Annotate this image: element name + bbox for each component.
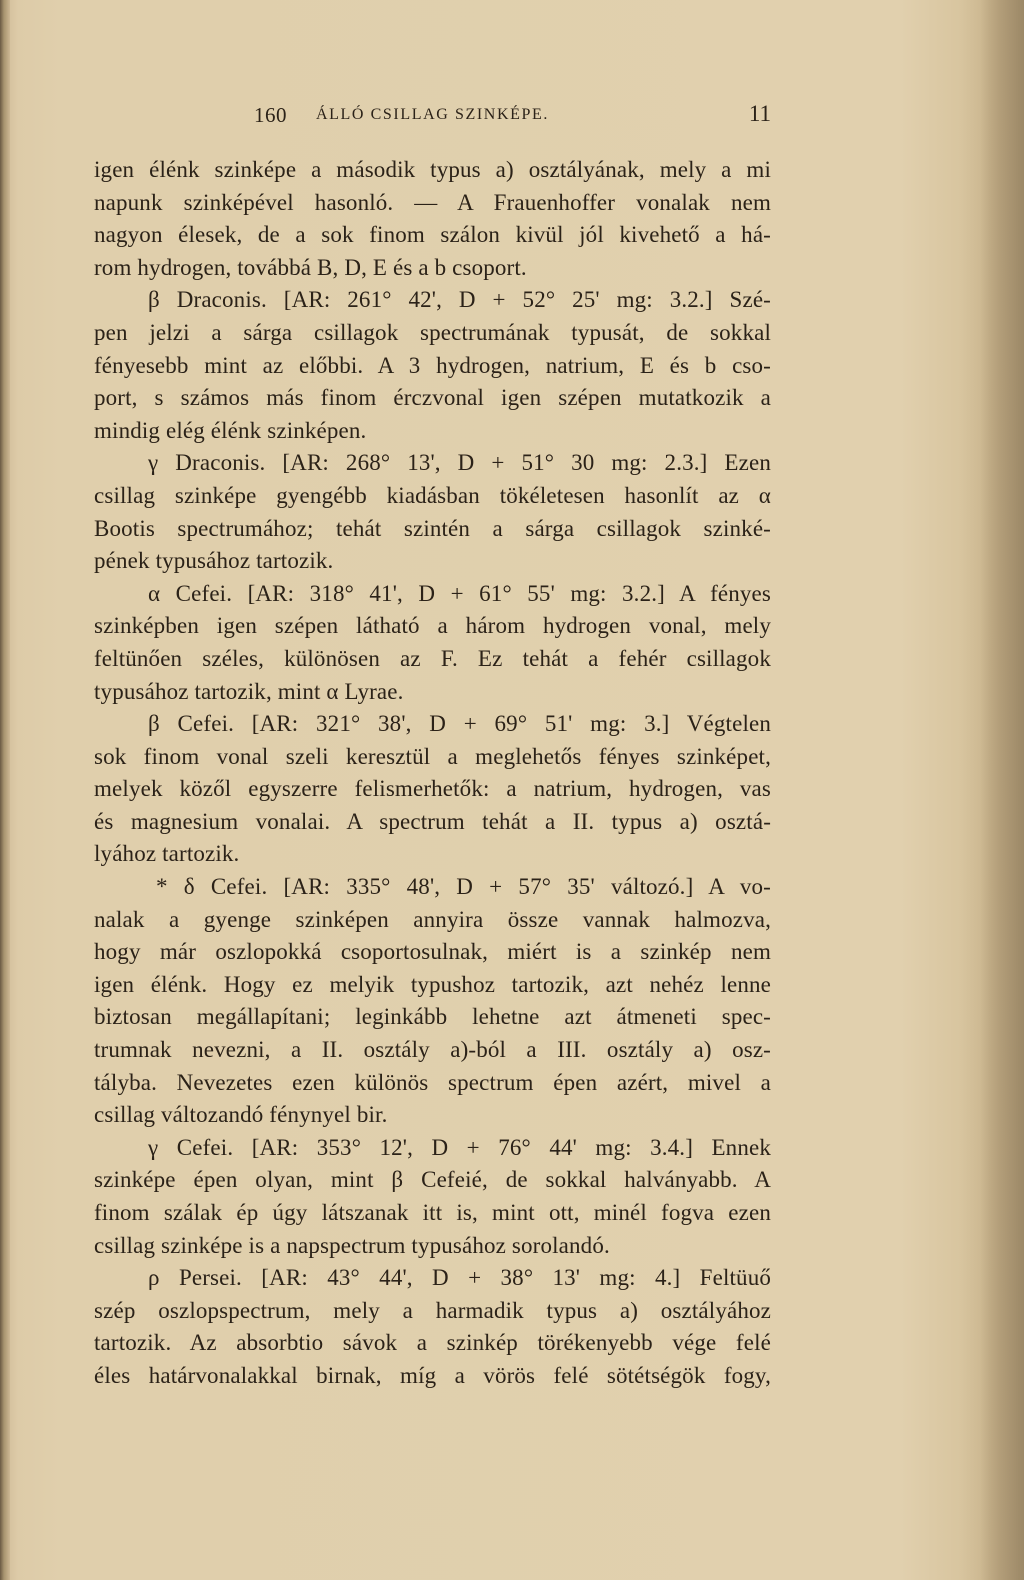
page-right-edge bbox=[980, 0, 1024, 1580]
running-head bbox=[94, 103, 771, 133]
body-text bbox=[94, 154, 771, 1393]
text-line: hogy már oszlopokká csoportosulnak, miért is a szinkép nem bbox=[94, 939, 771, 965]
text-line: sok finom vonal szeli keresztül a meglehetős fényes szinképet, bbox=[94, 743, 771, 769]
text-line: port, s számos más finom érczvonal igen szépen mutatkozik a bbox=[94, 385, 771, 411]
text-line: ρ Persei. [AR: 43° 44', D + 38° 13' mg: 4.] Feltüuő bbox=[148, 1265, 771, 1291]
text-line: igen élénk. Hogy ez melyik typushoz tartozik, azt nehéz lenne bbox=[94, 971, 771, 997]
text-line: α Cefei. [AR: 318° 41', D + 61° 55' mg: 3.2.] A fényes bbox=[148, 580, 771, 606]
text-line: szép oszlopspectrum, mely a harmadik typus a) osztályához bbox=[94, 1297, 771, 1323]
text-line: igen élénk szinképe a második typus a) osztályának, mely a mi bbox=[94, 157, 771, 182]
text-line: pének typusához tartozik. bbox=[94, 548, 334, 574]
text-line: Bootis spectrumához; tehát szintén a sárga csillagok szinké- bbox=[94, 515, 771, 541]
text-line: tályba. Nevezetes ezen különös spectrum épen azért, mivel a bbox=[94, 1069, 771, 1095]
text-line: és magnesium vonalai. A spectrum tehát a II. typus a) osztá- bbox=[94, 808, 771, 834]
text-line: nalak a gyenge szinképen annyira össze vannak halmozva, bbox=[94, 906, 771, 932]
text-line: éles határvonalakkal birnak, míg a vörös felé sötétségök fogy, bbox=[94, 1362, 771, 1388]
text-line: csillag változandó fénynyel bir. bbox=[94, 1102, 388, 1128]
text-line: tartozik. Az absorbtio sávok a szinkép törékenyebb vége felé bbox=[94, 1330, 771, 1356]
text-line: melyek közől egyszerre felismerhetők: a natrium, hydrogen, vas bbox=[94, 776, 771, 802]
section-number: 11 bbox=[748, 101, 771, 126]
text-line: csillag szinképe gyengébb kiadásban tökéletesen hasonlít az α bbox=[94, 482, 771, 508]
text-line: fényesebb mint az előbbi. A 3 hydrogen, natrium, E és b cso- bbox=[94, 352, 771, 378]
text-line: trumnak nevezni, a II. osztály a)-ból a III. osztály a) osz- bbox=[94, 1037, 771, 1063]
text-line: β Cefei. [AR: 321° 38', D + 69° 51' mg: 3.] Végtelen bbox=[148, 711, 771, 737]
text-line: mindig elég élénk szinképen. bbox=[94, 417, 367, 443]
text-line: lyához tartozik. bbox=[94, 841, 240, 867]
text-line: szinképben igen szépen látható a három hydrogen vonal, mely bbox=[94, 613, 771, 639]
text-line: nagyon élesek, de a sok finom szálon kivül jól kivehető a há- bbox=[94, 222, 771, 248]
text-line: pen jelzi a sárga csillagok spectrumának typusát, de sokkal bbox=[94, 319, 771, 345]
running-title: ÁLLÓ CSILLAG SZINKÉPE. bbox=[316, 106, 549, 123]
text-line: β Draconis. [AR: 261° 42', D + 52° 25' mg: 3.2.] Szé- bbox=[148, 287, 771, 313]
text-line: typusához tartozik, mint α Lyrae. bbox=[94, 678, 404, 704]
text-line: γ Cefei. [AR: 353° 12', D + 76° 44' mg: 3.4.] Ennek bbox=[148, 1134, 771, 1160]
text-line: szinképe épen olyan, mint β Cefeié, de sokkal halványabb. A bbox=[94, 1167, 771, 1193]
text-line: * δ Cefei. [AR: 335° 48', D + 57° 35' változó.] A vo- bbox=[156, 874, 771, 900]
text-line: rom hydrogen, továbbá B, D, E és a b csoport. bbox=[94, 254, 527, 280]
text-line: finom szálak ép úgy látszanak itt is, mint ott, minél fogva ezen bbox=[94, 1200, 771, 1225]
text-line: feltünően széles, különösen az F. Ez tehát a fehér csillagok bbox=[94, 645, 771, 671]
page-number: 160 bbox=[254, 103, 287, 127]
page-left-edge bbox=[0, 0, 10, 1580]
text-line: biztosan megállapítani; leginkább lehetne azt átmeneti spec- bbox=[94, 1004, 771, 1030]
text-line: csillag szinképe is a napspectrum typusához sorolandó. bbox=[94, 1232, 610, 1258]
text-line: napunk szinképével hasonló. — A Frauenhoffer vonalak nem bbox=[94, 189, 771, 215]
text-line: γ Draconis. [AR: 268° 13', D + 51° 30 mg: 2.3.] Ezen bbox=[148, 450, 771, 476]
